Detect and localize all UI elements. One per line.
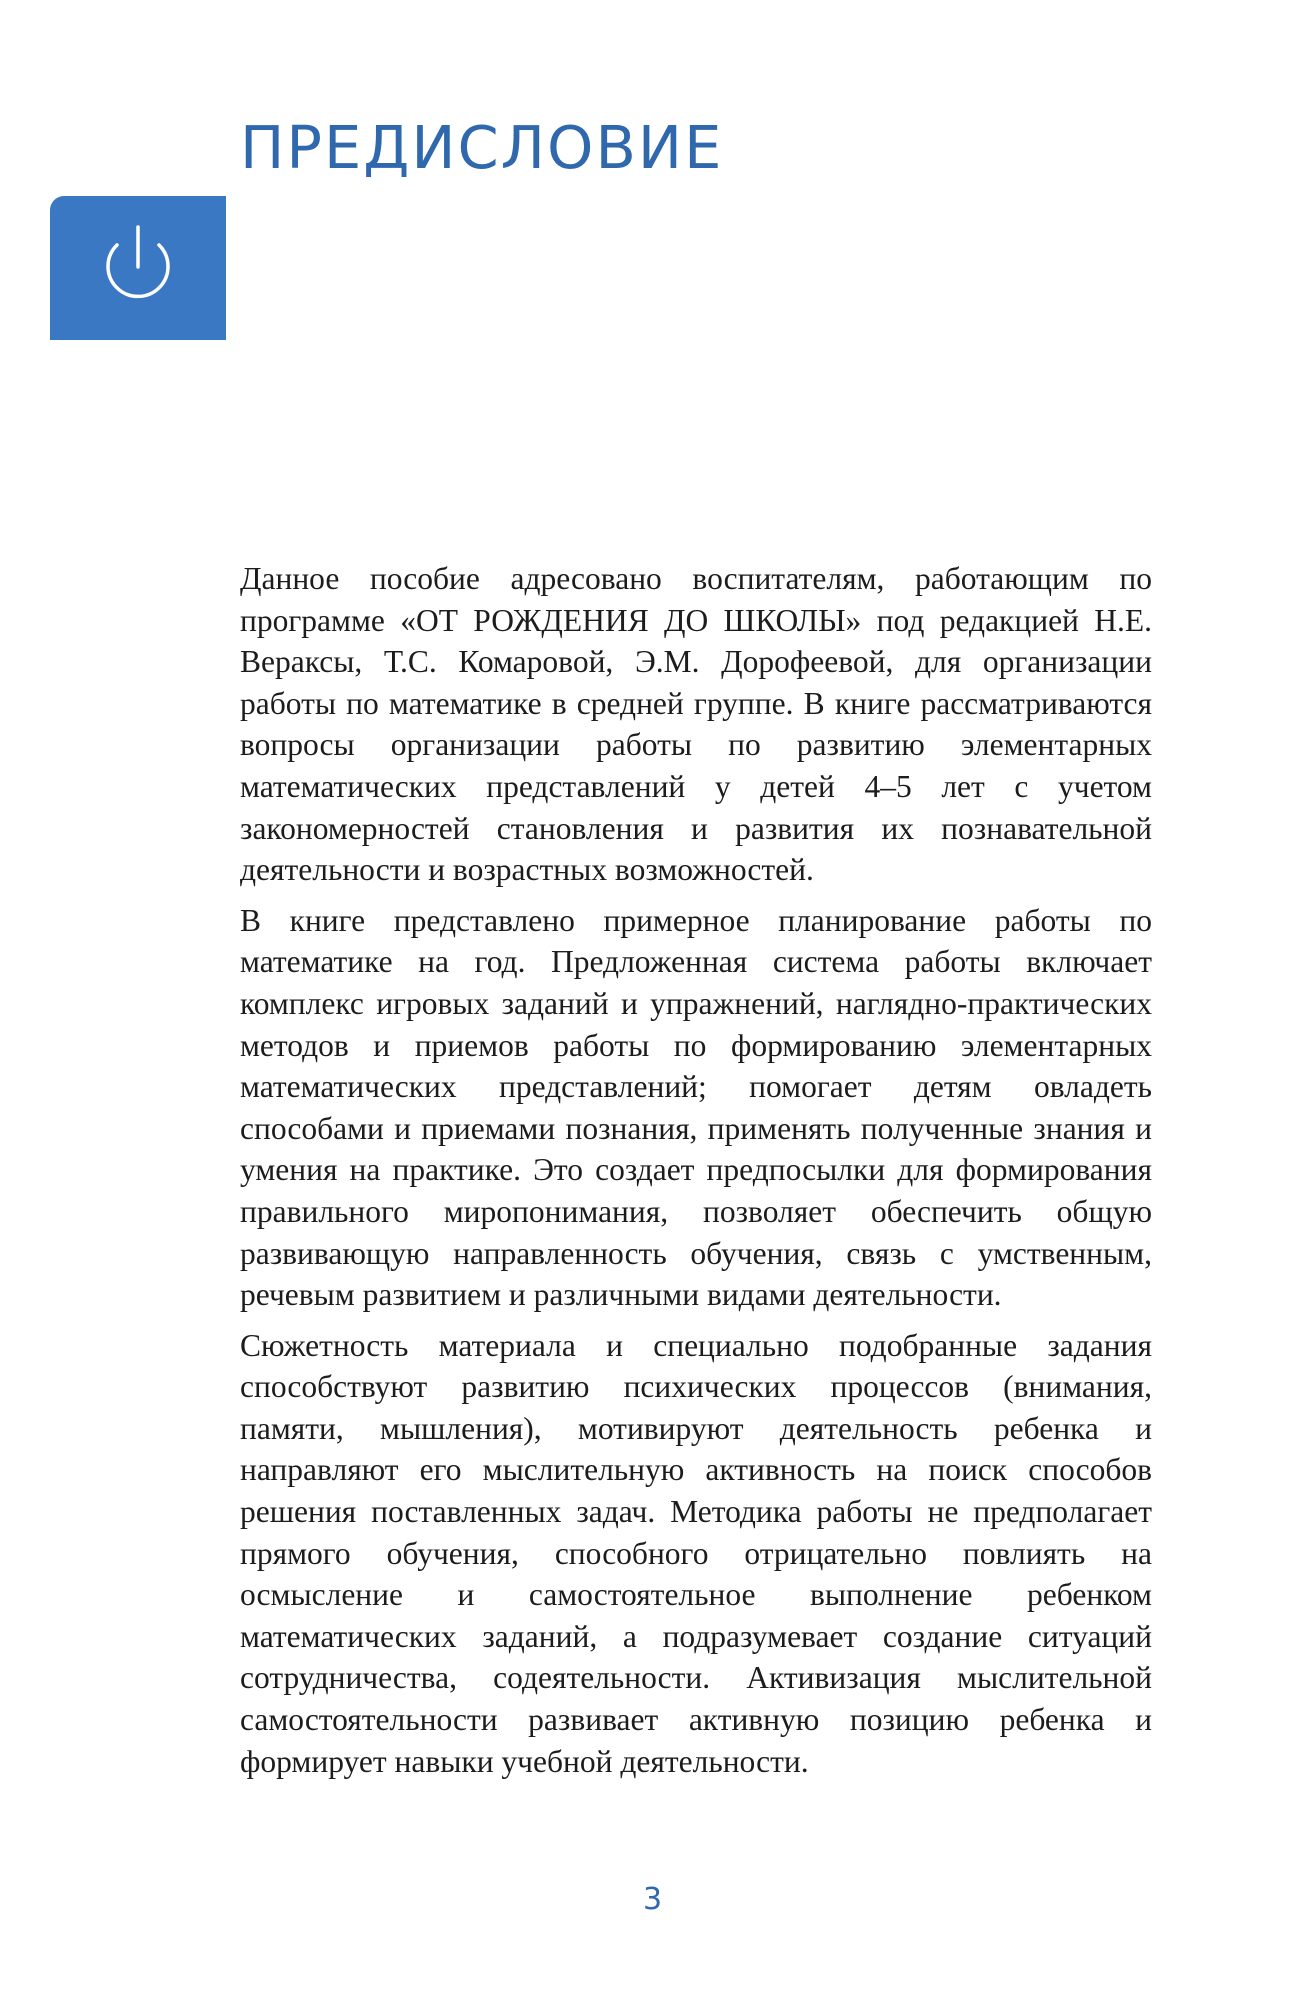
paragraph-2: В книге представлено примерное планирование работы по математике на год. Предложенная система работы включает комплекс игровых заданий и упражнений, наглядно-практических методов и приемов работы по формированию элементарных математических представлений; помогает детям овладеть способами и приемами познания, применять полученные знания и умения на практике. Это создает предпосылки для формирования правильного миропонимания, позволяет обеспечить общую развивающую направленность обучения, связь с умственным, речевым развитием и различными видами деятельности. <box>240 902 1152 1313</box>
paragraph-3: Сюжетность материала и специально подобранные задания способствуют развитию психических процессов (внимания, памяти, мышления), мотивируют деятельность ребенка и направляют его мыслительную активность на поиск способов решения поставленных задач. Методика работы не предполагает прямого обучения, способного отрицательно повлиять на осмысление и самостоятельное выполнение ребенком математических заданий, а подразумевает создание ситуаций сотрудничества, содеятельности. Активизация мыслительной самостоятельности развивает активную позицию ребенка и формирует навыки учебной деятельности. <box>240 1327 1152 1779</box>
preface-text <box>240 558 1152 1791</box>
chapter-badge <box>50 196 226 340</box>
page-number: 3 <box>642 1882 663 1917</box>
paragraph-1: Данное пособие адресовано воспитателям, работающим по программе «ОТ РОЖДЕНИЯ ДО ШКОЛЫ» под редакцией Н.Е. Вераксы, Т.С. Комаровой, Э.М. Дорофеевой, для организации работы по математике в средней группе. В книге рассматриваются вопросы организации работы по развитию элементарных математических представлений у детей 4–5 лет с учетом закономерностей становления и развития их познавательной деятельности и возрастных возможностей. <box>240 561 1152 888</box>
power-icon <box>86 213 190 317</box>
chapter-heading: ПРЕДИСЛОВИЕ <box>240 113 724 182</box>
